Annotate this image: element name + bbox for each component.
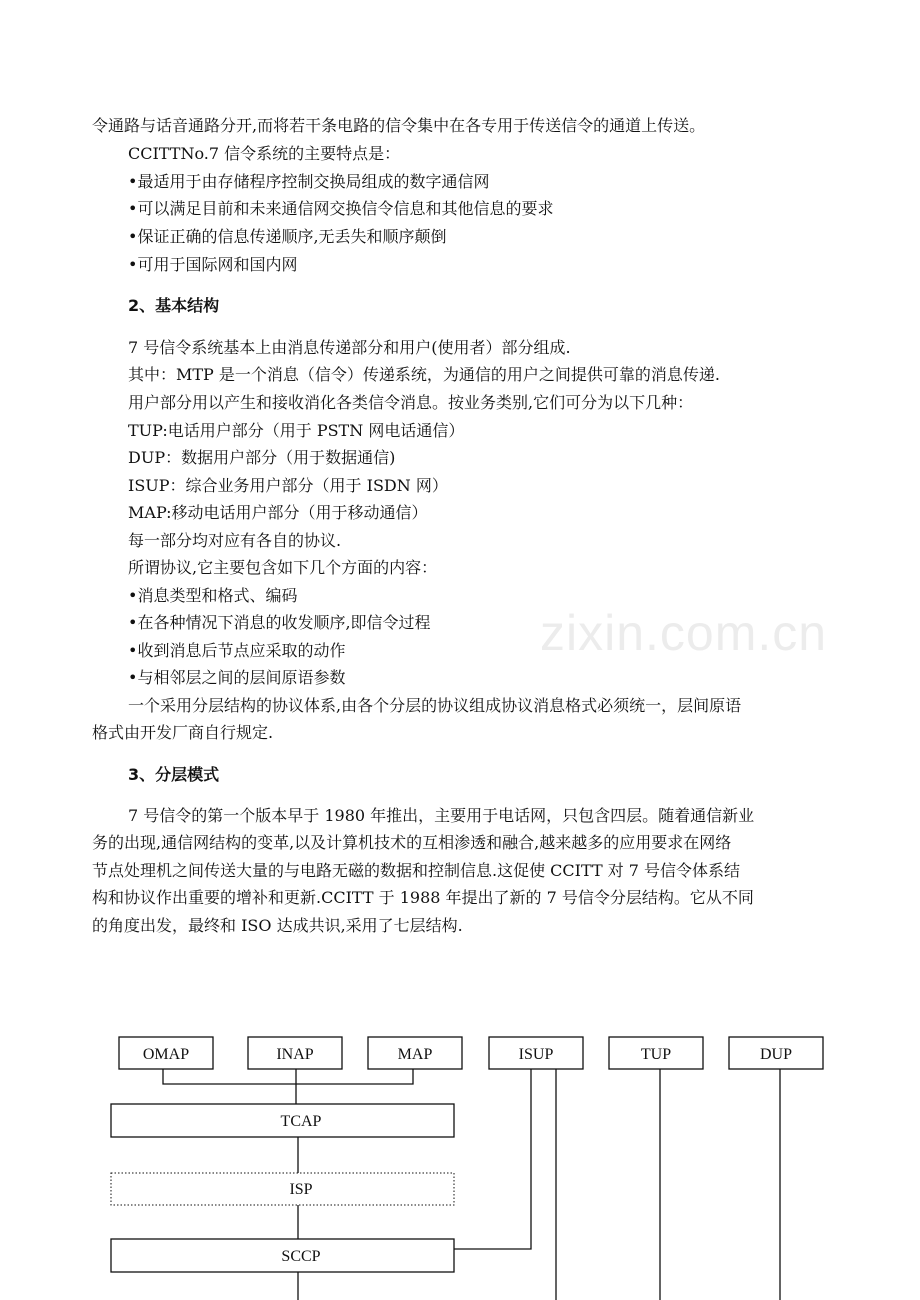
map-label: MAP bbox=[397, 1046, 433, 1063]
connector-line bbox=[454, 1069, 531, 1249]
text-line: 的角度出发，最终和 ISO 达成共识,采用了七层结构. bbox=[92, 916, 463, 935]
tup-label: TUP bbox=[640, 1046, 672, 1063]
section-heading: 2、基本结构 bbox=[128, 296, 220, 315]
text-line: 7 号信令系统基本上由消息传递部分和用户(使用者）部分组成. bbox=[128, 338, 571, 357]
text-line: ISUP：综合业务用户部分（用于 ISDN 网） bbox=[128, 476, 448, 495]
tcap-label: TCAP bbox=[280, 1113, 322, 1130]
section-heading: 3、分层模式 bbox=[128, 765, 220, 784]
watermark: zixin.com.cn bbox=[540, 605, 828, 661]
sccp-label: SCCP bbox=[281, 1248, 321, 1265]
connector-line bbox=[163, 1069, 413, 1084]
bullet-item: •可用于国际网和国内网 bbox=[128, 255, 298, 274]
text-line: 所谓协议,它主要包含如下几个方面的内容： bbox=[128, 558, 438, 577]
text-line: 节点处理机之间传送大量的与电路无磁的数据和控制信息.这促使 CCITT 对 7 号信令体系结 bbox=[92, 861, 741, 880]
bullet-item: •最适用于由存储程序控制交换局组成的数字通信网 bbox=[128, 172, 490, 191]
text-line: 用户部分用以产生和接收消化各类信令消息。按业务类别,它们可分为以下几种： bbox=[128, 393, 694, 412]
bullet-item: •收到消息后节点应采取的动作 bbox=[128, 641, 346, 660]
bullet-item: •与相邻层之间的层间原语参数 bbox=[128, 668, 346, 687]
text-line: CCITTNo.7 信令系统的主要特点是： bbox=[128, 144, 401, 163]
bullet-item: •在各种情况下消息的收发顺序,即信令过程 bbox=[128, 613, 431, 632]
omap-label: OMAP bbox=[142, 1046, 190, 1063]
text-line: DUP：数据用户部分（用于数据通信) bbox=[128, 448, 396, 467]
text-line: 务的出现,通信网结构的变革,以及计算机技术的互相渗透和融合,越来越多的应用要求在网络 bbox=[92, 833, 732, 852]
text-line: TUP:电话用户部分（用于 PSTN 网电话通信） bbox=[128, 421, 465, 440]
isp-label: ISP bbox=[289, 1181, 313, 1198]
text-line: 每一部分均对应有各自的协议. bbox=[128, 531, 342, 550]
isp-box bbox=[111, 1173, 454, 1205]
text-line: 其中：MTP 是一个消息（信令）传递系统，为通信的用户之间提供可靠的消息传递. bbox=[128, 365, 720, 384]
bullet-item: •可以满足目前和未来通信网交换信令信息和其他信息的要求 bbox=[128, 199, 554, 218]
text-line: 一个采用分层结构的协议体系,由各个分层的协议组成协议消息格式必须统一，层间原语 bbox=[128, 696, 742, 715]
bullet-item: •消息类型和格式、编码 bbox=[128, 586, 298, 605]
text-line: MAP:移动电话用户部分（用于移动通信） bbox=[128, 503, 428, 522]
text-line: 令通路与话音通路分开,而将若干条电路的信令集中在各专用于传送信令的通道上传送。 bbox=[92, 116, 706, 135]
dup-label: DUP bbox=[759, 1046, 793, 1063]
bullet-item: •保证正确的信息传递顺序,无丢失和顺序颠倒 bbox=[128, 227, 447, 246]
text-line: 构和协议作出重要的增补和更新.CCITT 于 1988 年提出了新的 7 号信令分层结构。它从不同 bbox=[92, 888, 754, 907]
text-line: 7 号信令的第一个版本早于 1980 年推出，主要用于电话网，只包含四层。随着通信新业 bbox=[128, 806, 755, 825]
text-line: 格式由开发厂商自行规定. bbox=[92, 723, 274, 742]
inap-label: INAP bbox=[276, 1046, 314, 1063]
isup-label: ISUP bbox=[518, 1046, 554, 1063]
